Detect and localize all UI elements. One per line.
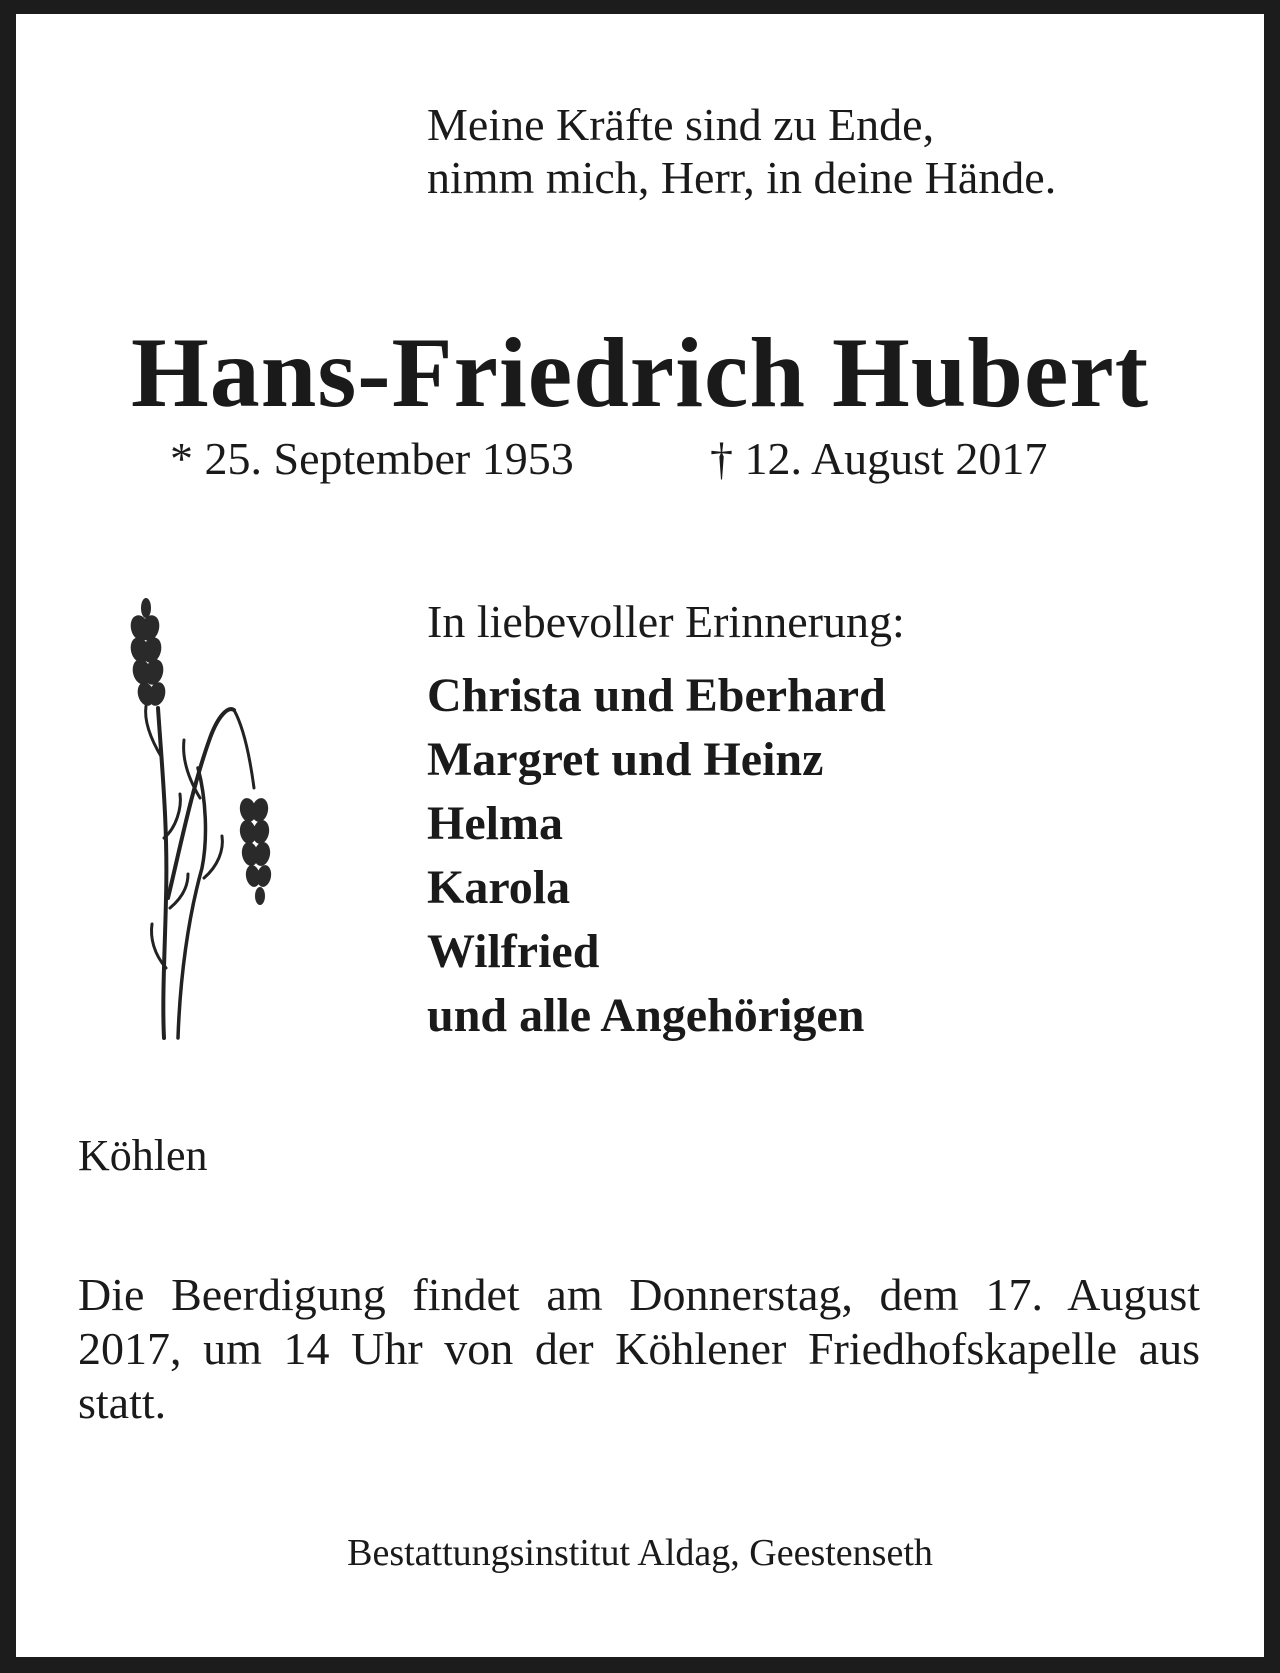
deceased-name: Hans-Friedrich Hubert <box>130 317 1150 428</box>
birth-date: * 25. September 1953 <box>170 433 574 484</box>
place-name: Köhlen <box>78 1131 208 1180</box>
verse-line-1: Meine Kräfte sind zu Ende, <box>427 99 935 150</box>
remembrance-intro: In liebevoller Erinnerung: <box>427 596 905 647</box>
list-item: Karola <box>427 861 571 914</box>
list-item: und alle Angehörigen <box>427 989 865 1042</box>
funeral-notice: Die Beerdigung findet am Donnerstag, dem 17. August 2017, um 14 Uhr von der Köhlener Friedhofskapelle aus statt. <box>78 1269 1200 1428</box>
verse-line-2: nimm mich, Herr, in deine Hände. <box>427 152 1057 203</box>
list-item: Wilfried <box>427 925 600 978</box>
list-item: Margret und Heinz <box>427 733 824 786</box>
death-date: † 12. August 2017 <box>710 433 1048 484</box>
list-item: Christa und Eberhard <box>427 669 886 722</box>
bible-verse <box>427 98 1056 204</box>
wheat-ears-icon <box>110 598 300 1050</box>
list-item: Helma <box>427 797 563 850</box>
undertaker-name: Bestattungsinstitut Aldag, Geestenseth <box>347 1532 933 1574</box>
mourners-list <box>427 664 886 1048</box>
